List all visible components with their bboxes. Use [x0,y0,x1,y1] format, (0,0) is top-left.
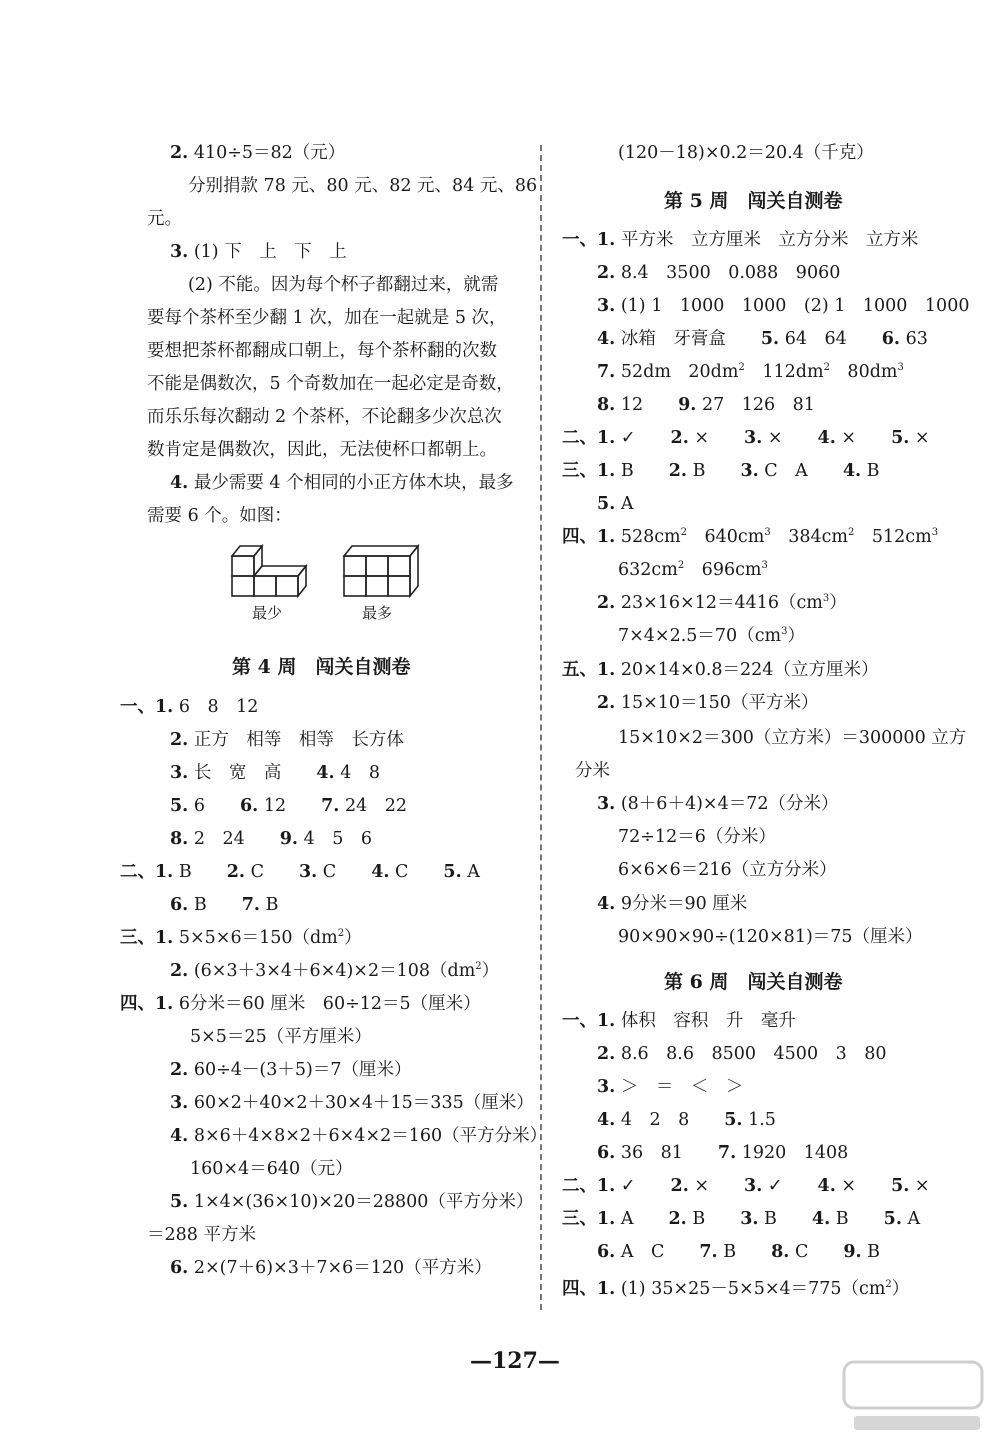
right-line [562,427,930,449]
question-number: 2. [597,263,616,283]
question-number: 4. [817,428,836,448]
answer-text: ✓ [615,1176,671,1196]
figure-label-max: 最多 [362,604,393,622]
cubes-max-figure [340,540,420,600]
question-number: 2. [170,730,189,750]
right-line [562,659,878,681]
answer-text: 20×14×0.8＝224（立方厘米） [615,660,879,680]
question-number: 5. [170,796,189,816]
answer-text: 要每个茶杯至少翻 1 次，加在一起就是 5 次， [147,308,507,328]
question-number: 2. [226,862,245,882]
right-line [618,859,837,881]
answer-text: C [789,1242,844,1262]
question-number: 5. [443,862,462,882]
right-line [562,229,918,251]
answer-text: 63 [900,329,928,349]
answer-text: B [861,1242,881,1262]
answer-text: ＝288 平方米 [147,1225,256,1245]
question-number: 7. [241,895,260,915]
right-line [562,526,938,548]
right-line [597,295,969,317]
question-number: 5. [170,1192,189,1212]
question-number: 5. [724,1110,743,1130]
answer-text: 元。 [147,209,182,229]
week6-heading: 第 6 周 闯关自测卷 [664,971,843,993]
question-number: 6. [239,796,259,816]
question-number: 3. [597,296,616,316]
answer-text: B [260,895,279,915]
answer-text: 6 [188,796,240,816]
question-number: 3. [744,1176,763,1196]
answer-text: 15×10×2＝300（立方米）＝300000 立方 [618,728,967,748]
question-number: 5. [760,329,780,349]
question-number: 2. [170,961,189,981]
question-number: 三、1. [120,928,174,948]
answer-text: C [245,862,299,882]
question-number: 7. [321,796,340,816]
right-line [618,926,923,948]
left-line [170,472,514,494]
left-line [147,505,292,527]
left-line [170,1125,547,1147]
right-line [597,262,840,284]
question-number: 6. [170,895,189,915]
answer-text: 60×2＋40×2＋30×4＋15＝335（厘米） [188,1093,534,1113]
answer-text: 36 81 [615,1143,718,1163]
question-number: 7. [597,362,616,382]
question-number: 二、1. [120,862,174,882]
right-line [618,142,874,164]
left-line [170,762,380,784]
left-line [147,307,507,329]
answer-text: A [615,1209,669,1229]
question-number: 4. [597,329,616,349]
left-line [190,1026,372,1048]
question-number: 3. [597,1077,616,1097]
question-number: 三、1. [562,461,616,481]
right-line [597,692,818,714]
answer-text: B [717,1242,772,1262]
answer-text: 2 24 [188,829,280,849]
answer-text: × [762,428,818,448]
answer-text: 410÷5＝82（元） [188,143,346,163]
answer-text: B [173,862,227,882]
figure-label-min: 最少 [252,604,283,622]
answer-text: × [835,1176,892,1196]
question-number: 4. [371,862,390,882]
right-line [618,826,776,848]
question-number: 四、1. [562,527,616,547]
question-number: 6. [170,1258,189,1278]
answer-text: 6 8 12 [173,697,259,717]
answer-text: C [389,862,444,882]
right-line [618,727,966,749]
question-number: 4. [170,1126,189,1146]
page-number: —127— [470,1348,560,1374]
left-line [170,729,404,751]
answer-text: 2×(7＋6)×3＋7×6＝120（平方米） [188,1258,492,1278]
question-number: 8. [771,1242,790,1262]
question-number: 四、1. [120,994,174,1014]
question-number: 2. [597,593,616,613]
answer-text: 90×90×90÷(120×81)＝75（厘米） [618,927,923,947]
question-number: 4. [817,1176,836,1196]
left-line [147,439,497,461]
right-line [597,1109,776,1131]
question-number: 3. [597,794,616,814]
question-number: 4. [842,461,862,481]
answer-text: 而乐乐每次翻动 2 个茶杯，不论翻多少次总次 [147,407,502,427]
answer-text: (2) 不能。因为每个杯子都翻过来，就需 [188,275,499,295]
answer-text: 12 [258,796,322,816]
answer-text: (1) $35\times 25-5\times 5\times 4=775(cm^2)$ [615,1279,910,1299]
answer-text: C A [758,461,843,481]
answer-text: B [188,895,242,915]
question-number: 8. [597,395,616,415]
answer-text: 6×6×6＝216（立方分米） [618,860,837,880]
question-number: 6. [597,1242,616,1262]
left-line [170,828,372,850]
answer-text: 分米 [575,761,610,781]
answer-text: A [615,494,634,514]
right-line [597,493,633,515]
right-line [597,361,904,383]
question-number: 3. [744,428,763,448]
question-number: 3. [740,461,759,481]
left-line [120,696,258,718]
answer-text: 长 宽 高 [188,763,317,783]
answer-text: 6分米＝60 厘米 60÷12＝5（厘米） [173,994,481,1014]
right-line [562,1010,796,1032]
question-number: 2. [597,693,616,713]
question-number: 5. [597,494,616,514]
answer-text: 60÷4－(3＋5)＝7（厘米） [188,1060,412,1080]
answer-text: (120－18)×0.2＝20.4（千克） [618,143,874,163]
week5-heading: 第 5 周 闯关自测卷 [664,190,843,212]
left-line [188,175,537,197]
answer-text: 4 2 8 [615,1110,725,1130]
answer-text: (1) 下 上 下 上 [188,242,347,262]
answer-text: B [758,1209,812,1229]
answer-text: 分别捐款 78 元、80 元、82 元、84 元、86 [188,176,538,196]
question-number: 一、1. [120,697,174,717]
right-line [597,1076,743,1098]
answer-text: B [686,1209,741,1229]
week4-heading: 第 4 周 闯关自测卷 [232,656,411,678]
question-number: 2. [170,143,189,163]
left-line [120,927,362,949]
cubes-min-figure [228,540,308,600]
right-line [597,394,815,416]
answer-text: 15×10＝150（平方米） [615,693,819,713]
watermark-logo [838,1356,988,1436]
answer-text: 需要 6 个。如图： [147,506,292,526]
question-number: 3. [170,242,189,262]
question-number: 9. [843,1242,862,1262]
left-line [170,1059,411,1081]
question-number: 3. [170,1093,189,1113]
right-line [597,1241,880,1263]
question-number: 4. [597,894,616,914]
answer-text: 体积 容积 升 毫升 [615,1011,796,1031]
left-line [190,1158,353,1180]
answer-text: $632cm^2$ $696cm^3$ [618,560,768,580]
answer-text: A [461,862,480,882]
answer-text: (1) 1 1000 1000 (2) 1 1000 1000 [615,296,970,316]
question-number: 6. [597,1143,616,1163]
question-number: 4. [811,1209,831,1229]
answer-text: 5×5＝25（平方厘米） [190,1027,372,1047]
question-number: 2. [668,1209,687,1229]
question-number: 二、1. [562,1176,616,1196]
answer-text: B [687,461,741,481]
question-number: 3. [740,1209,759,1229]
answer-text: 要想把茶杯都翻成口朝上，每个茶杯翻的次数 [147,341,497,361]
right-line [618,559,768,581]
question-number: 二、1. [562,428,616,448]
question-number: 5. [891,428,910,448]
right-line [597,793,838,815]
answer-text: 最少需要 4 个相同的小正方体木块，最多 [188,473,514,493]
left-line [170,241,347,263]
answer-text: $23\times 16\times 12=4416(cm^3)$ [615,593,847,613]
answer-text: × [688,428,745,448]
question-number: 7. [717,1143,737,1163]
answer-text: B [830,1209,884,1229]
left-line [120,993,481,1015]
answer-text: $5\times 5\times 6=150(dm^2)$ [173,928,362,948]
left-line [170,1257,492,1279]
answer-text: 72÷12＝6（分米） [618,827,776,847]
right-line [562,1208,920,1230]
answer-text: 正方 相等 相等 长方体 [188,730,404,750]
answer-text: 8.4 3500 0.088 9060 [615,263,841,283]
question-number: 9. [678,395,697,415]
left-line [170,894,278,916]
question-number: 9. [279,829,299,849]
answer-text: 数肯定是偶数次，因此，无法使杯口都朝上。 [147,440,497,460]
answer-text: × [909,1176,930,1196]
left-line [170,960,499,982]
answer-text: 160×4＝640（元） [190,1159,353,1179]
right-line [597,592,847,614]
right-line [618,625,805,647]
answer-text: B [615,461,669,481]
left-line [147,1224,256,1246]
left-line [147,373,514,395]
answer-text: $528cm^2$ $640cm^3$ $384cm^2$ $512cm^3$ [615,527,939,547]
question-number: 一、1. [562,230,616,250]
answer-text: $7\times 4\times 2.5=70(cm^3)$ [618,626,805,646]
left-line [188,274,498,296]
answer-text: 8×6＋4×8×2＋6×4×2＝160（平方分米） [188,1126,548,1146]
question-number: 8. [170,829,189,849]
answer-text: 8.6 8.6 8500 4500 3 80 [615,1044,887,1064]
left-line [170,795,407,817]
question-number: 2. [670,428,689,448]
question-number: 一、1. [562,1011,616,1031]
answer-text: 4 8 [334,763,380,783]
question-number: 三、1. [562,1209,616,1229]
answer-text: 冰箱 牙膏盒 [615,329,761,349]
answer-text: 64 64 [779,329,882,349]
question-number: 四、1. [562,1279,616,1299]
answer-text: ＞ ＝ ＜ ＞ [615,1077,744,1097]
right-line [575,760,610,782]
question-number: 3. [170,763,189,783]
answer-text: 52dm $20dm^2$ $112dm^2$ $80dm^3$ [615,362,904,382]
question-number: 7. [699,1242,718,1262]
right-line [562,1175,930,1197]
left-line [170,142,345,164]
left-line [147,208,182,230]
right-line [597,1142,848,1164]
answer-text: 4 5 6 [298,829,372,849]
answer-text: 1.5 [742,1110,776,1130]
answer-text: 27 126 81 [696,395,815,415]
question-number: 6. [881,329,901,349]
answer-text: $(6\times 3+3\times 4+6\times 4)\times 2=108(dm^2)$ [188,961,500,981]
right-line [597,328,928,350]
answer-text: 24 22 [339,796,407,816]
right-line [597,1043,886,1065]
question-number: 4. [597,1110,616,1130]
answer-text: (8＋6＋4)×4＝72（分米） [615,794,839,814]
question-number: 4. [316,763,335,783]
right-line [562,460,880,482]
answer-text: 平方米 立方厘米 立方分米 立方米 [615,230,919,250]
question-number: 5. [883,1209,902,1229]
left-line [170,1191,533,1213]
right-line [562,1278,909,1300]
answer-text: × [688,1176,745,1196]
question-number: 2. [668,461,687,481]
answer-text: ✓ [615,428,671,448]
question-number: 4. [170,473,189,493]
question-number: 2. [597,1044,616,1064]
left-line [147,340,497,362]
question-number: 2. [170,1060,189,1080]
answer-text: 12 [615,395,679,415]
answer-text: 不能是偶数次，5 个奇数加在一起必定是奇数， [147,374,514,394]
answer-text: A [901,1209,921,1229]
answer-text: C [317,862,372,882]
answer-text: × [909,428,930,448]
question-number: 五、1. [562,660,616,680]
question-number: 2. [670,1176,689,1196]
answer-text: B [861,461,880,481]
right-line [597,893,747,915]
answer-text: ✓ [762,1176,818,1196]
answer-text: 1×4×(36×10)×20＝28800（平方分米） [188,1192,534,1212]
answer-text: × [835,428,892,448]
answer-text: 1920 1408 [736,1143,849,1163]
question-number: 3. [298,862,318,882]
left-line [147,406,502,428]
answer-text: A C [615,1242,700,1262]
question-number: 5. [891,1176,910,1196]
answer-text: 9分米＝90 厘米 [615,894,748,914]
left-line [170,1092,534,1114]
left-line [120,861,480,883]
